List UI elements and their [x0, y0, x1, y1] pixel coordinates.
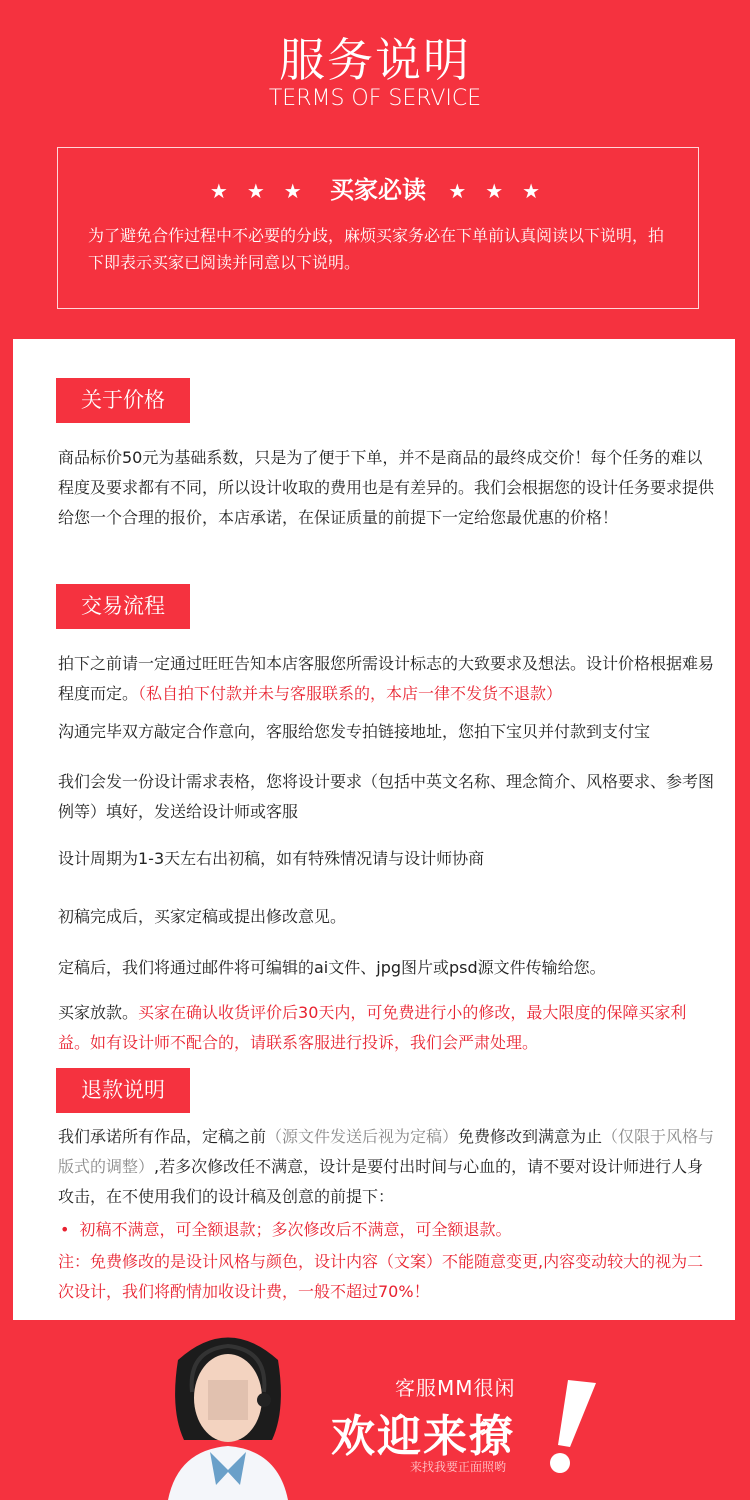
cs-tagline: 客服MM很闲 [395, 1376, 516, 1400]
refund-note: 注：免费修改的是设计风格与颜色，设计内容（文案）不能随意变更,内容变动较大的视为二次设计，我们将酌情加收设计费，一般不超过70%！ [58, 1252, 704, 1301]
customer-service-avatar [148, 1320, 308, 1500]
refund-text-1: 我们承诺所有作品，定稿之前 [58, 1127, 267, 1146]
process-step-5: 初稿完成后，买家定稿或提出修改意见。 [58, 907, 347, 926]
star-icons-right: ★ ★ ★ [448, 179, 547, 203]
process-step-7-warning: 买家在确认收货评价后30天内，可免费进行小的修改，最大限度的保障买家利益。如有设计师不配合的，请联系客服进行投诉，我们会严肃处理。 [58, 1003, 687, 1052]
refund-text-3: ,若多次修改任不满意，设计是要付出时间与心血的，请不要对设计师进行人身攻击，在不使用我们的设计稿及创意的前提下： [58, 1157, 704, 1206]
page-title: 服务说明 [279, 33, 471, 87]
section-label-process: 交易流程 [56, 584, 190, 629]
notice-body: 为了避免合作过程中不必要的分歧，麻烦买家务必在下单前认真阅读以下说明，拍下即表示买家已阅读并同意以下说明。 [88, 226, 665, 272]
price-text: 商品标价50元为基础系数，只是为了便于下单，并不是商品的最终成交价！每个任务的难以程度及要求都有不同，所以设计收取的费用也是有差异的。我们会根据您的设计任务要求提供给您一个合理的报价，本店承诺，在保证质量的前提下一定给您最优惠的价格！ [58, 448, 715, 527]
notice-heading-text: 买家必读 [330, 176, 426, 204]
process-step-3: 我们会发一份设计需求表格，您将设计要求（包括中英文名称、理念简介、风格要求、参考图例等）填好，发送给设计师或客服 [58, 772, 715, 821]
process-step-4: 设计周期为1-3天左右出初稿，如有特殊情况请与设计师协商 [58, 849, 485, 868]
section-label-refund: 退款说明 [56, 1068, 190, 1113]
cs-photo-note: 来找我要正面照哟 [410, 1460, 507, 1474]
process-step-7-text: 买家放款。 [58, 1003, 139, 1022]
refund-text-1-note: （源文件发送后视为定稿） [266, 1127, 459, 1146]
exclamation-icon [540, 1375, 600, 1475]
star-icons-left: ★ ★ ★ [209, 179, 308, 203]
section-label-price: 关于价格 [56, 378, 190, 423]
process-step-7 [58, 998, 718, 1058]
refund-bullet: • 初稿不满意，可全额退款；多次修改后不满意，可全额退款。 [58, 1215, 718, 1245]
buyer-notice-box [57, 147, 699, 309]
process-step-1 [58, 649, 718, 709]
notice-heading [58, 170, 698, 205]
process-step-6: 定稿后，我们将通过邮件将可编辑的ai文件、jpg图片或psd源文件传输给您。 [58, 958, 606, 977]
refund-text-2-note: （仅限于风格与版式的调整） [58, 1127, 715, 1176]
terms-card [13, 339, 735, 1320]
page-subtitle: TERMS OF SERVICE [268, 86, 482, 111]
refund-text [58, 1122, 718, 1212]
process-step-1-warning: （私自拍下付款并未与客服联系的，本店一律不发货不退款） [138, 684, 563, 703]
cs-welcome: 欢迎来撩 [331, 1411, 515, 1462]
refund-text-2: 免费修改到满意为止 [458, 1127, 603, 1146]
process-step-1-text: 拍下之前请一定通过旺旺告知本店客服您所需设计标志的大致要求及想法。设计价格根据难易程度而定。 [58, 654, 715, 703]
process-step-2: 沟通完毕双方敲定合作意向，客服给您发专拍链接地址，您拍下宝贝并付款到支付宝 [58, 722, 651, 741]
